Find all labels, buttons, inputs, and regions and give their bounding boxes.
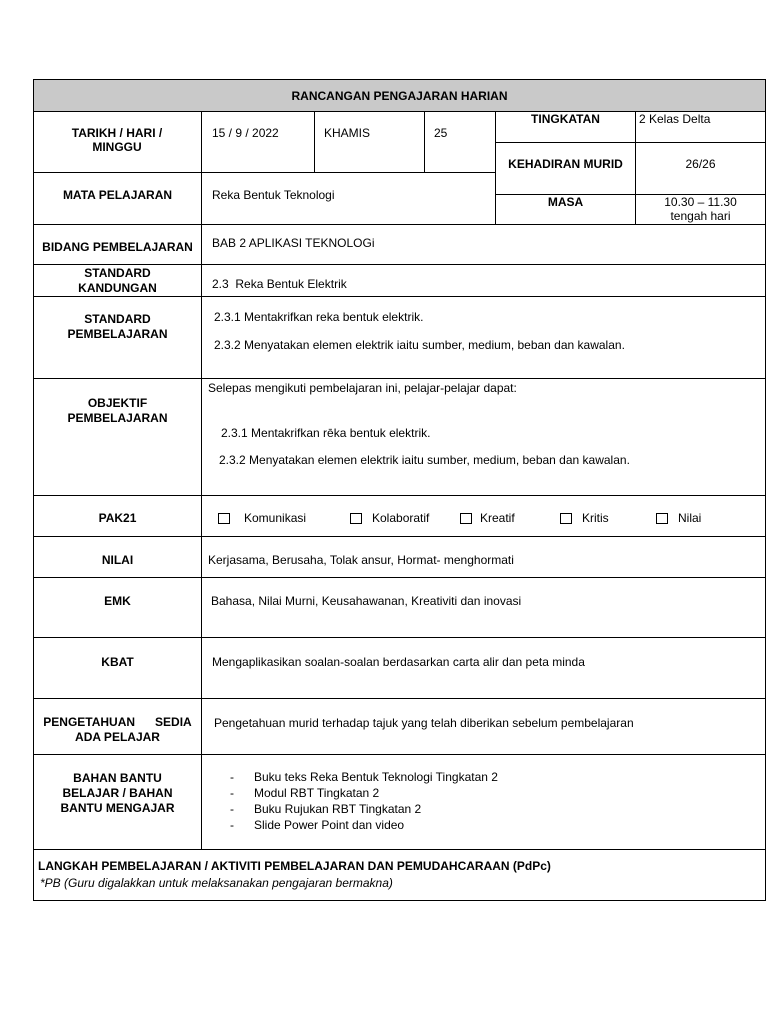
kehadiran-label: KEHADIRAN MURID	[508, 157, 623, 171]
pak21-option-label: Komunikasi	[244, 511, 307, 525]
emk-label-cell	[33, 577, 202, 638]
nilai-label: NILAI	[101, 553, 134, 567]
pak21-option-label: Nilai	[678, 511, 702, 525]
day-value: KHAMIS	[324, 126, 371, 140]
nilai-value: Kerjasama, Berusaha, Tolak ansur, Hormat- menghormati	[208, 553, 514, 567]
pak21-option-kreatif[interactable]	[460, 511, 515, 525]
tingkatan-value: 2 Kelas Delta	[639, 112, 711, 126]
objektif-label-line1: OBJEKTIF	[87, 396, 148, 410]
mata-pelajaran-label: MATA PELAJARAN	[62, 188, 173, 202]
document-title: RANCANGAN PENGAJARAN HARIAN	[291, 89, 508, 103]
nilai-value-cell	[201, 536, 766, 578]
mata-pelajaran-label-cell	[33, 172, 202, 225]
checkbox-icon[interactable]	[218, 513, 230, 524]
checkbox-icon[interactable]	[560, 513, 572, 524]
pengetahuan-label-cell	[33, 698, 202, 755]
standard-pembelajaran-label-cell	[33, 296, 202, 379]
tarikh-label: TARIKH / HARI / MINGGU	[71, 126, 163, 154]
standard-kandungan-label-line1: STANDARD	[84, 266, 151, 280]
date-value: 15 / 9 / 2022	[212, 126, 279, 140]
standard-kandungan-value: 2.3 Reka Bentuk Elektrik	[212, 277, 347, 291]
bahan-value-cell	[201, 754, 766, 850]
day-cell	[314, 111, 425, 173]
objektif-label-cell	[33, 378, 202, 496]
bahan-label-line3: BANTU MENGAJAR	[60, 801, 175, 815]
kehadiran-value-cell	[635, 142, 766, 195]
emk-value-cell	[201, 577, 766, 638]
kehadiran-label-cell	[495, 142, 636, 195]
pengetahuan-value: Pengetahuan murid terhadap tajuk yang telah diberikan sebelum pembelajaran	[214, 716, 634, 730]
standard-pembelajaran-item1: 2.3.1 Mentakrifkan reka bentuk elektrik.	[214, 310, 424, 324]
bidang-value-cell	[201, 224, 766, 265]
standard-pembelajaran-value-cell	[201, 296, 766, 379]
pak21-option-komunikasi[interactable]	[218, 511, 306, 525]
checkbox-icon[interactable]	[350, 513, 362, 524]
bahan-label-cell	[33, 754, 202, 850]
mata-pelajaran-value: Reka Bentuk Teknologi	[212, 188, 335, 202]
pak21-label: PAK21	[98, 511, 137, 525]
list-item: - Modul RBT Tingkatan 2	[230, 785, 498, 801]
standard-kandungan-label-line2: KANDUNGAN	[78, 281, 157, 295]
emk-value: Bahasa, Nilai Murni, Keusahawanan, Kreativiti dan inovasi	[211, 594, 522, 608]
langkah-cell	[33, 849, 766, 901]
standard-pembelajaran-label-line1: STANDARD	[84, 312, 151, 326]
kbat-label: KBAT	[101, 655, 134, 669]
pengetahuan-value-cell	[201, 698, 766, 755]
pak21-option-kolaboratif[interactable]	[350, 511, 429, 525]
tingkatan-value-cell	[635, 111, 766, 143]
pak21-option-kritis[interactable]	[560, 511, 609, 525]
list-item: - Slide Power Point dan video	[230, 817, 498, 833]
kbat-label-cell	[33, 637, 202, 699]
kbat-value-cell	[201, 637, 766, 699]
masa-value-line2: tengah hari	[670, 209, 731, 223]
kehadiran-value: 26/26	[685, 157, 716, 171]
tingkatan-label-cell	[495, 111, 636, 143]
bidang-label: BIDANG PEMBELAJARAN	[42, 240, 193, 254]
masa-value-cell	[635, 194, 766, 225]
standard-kandungan-value-cell	[201, 264, 766, 297]
title-bar	[33, 79, 766, 112]
list-item: - Buku Rujukan RBT Tingkatan 2	[230, 801, 498, 817]
bahan-label-line2: BELAJAR / BAHAN	[62, 786, 173, 800]
objektif-label-line2: PEMBELAJARAN	[67, 411, 168, 425]
langkah-title: LANGKAH PEMBELAJARAN / AKTIVITI PEMBELAJARAN DAN PEMUDAHCARAAN (PdPc)	[38, 859, 551, 873]
langkah-note: *PB (Guru digalakkan untuk melaksanakan pengajaran bermakna)	[40, 876, 393, 890]
tingkatan-label: TINGKATAN	[531, 112, 600, 126]
kbat-value: Mengaplikasikan soalan-soalan berdasarkan carta alir dan peta minda	[212, 655, 585, 669]
checkbox-icon[interactable]	[460, 513, 472, 524]
masa-label: MASA	[547, 195, 584, 209]
standard-pembelajaran-item2: 2.3.2 Menyatakan elemen elektrik iaitu sumber, medium, beban dan kawalan.	[214, 338, 625, 352]
pengetahuan-label-line2: ADA PELAJAR	[75, 730, 160, 744]
list-item: - Buku teks Reka Bentuk Teknologi Tingkatan 2	[230, 769, 498, 785]
bahan-label-line1: BAHAN BANTU	[73, 771, 162, 785]
emk-label: EMK	[104, 594, 131, 608]
pak21-option-nilai[interactable]	[656, 511, 701, 525]
bahan-list	[230, 769, 498, 833]
objektif-intro: Selepas mengikuti pembelajaran ini, pelajar-pelajar dapat:	[208, 381, 517, 395]
mata-pelajaran-value-cell	[201, 172, 496, 225]
nilai-label-cell	[33, 536, 202, 578]
tarikh-label-cell	[33, 111, 202, 173]
objektif-value-cell	[201, 378, 766, 496]
pengetahuan-label-line1: PENGETAHUAN SEDIA	[43, 715, 192, 729]
standard-pembelajaran-label-line2: PEMBELAJARAN	[67, 327, 168, 341]
bidang-value: BAB 2 APLIKASI TEKNOLOGi	[212, 236, 375, 250]
checkbox-icon[interactable]	[656, 513, 668, 524]
week-cell	[424, 111, 496, 173]
pak21-option-label: Kolaboratif	[372, 511, 430, 525]
masa-label-cell	[495, 194, 636, 225]
date-cell	[201, 111, 315, 173]
pak21-options-cell	[201, 495, 766, 537]
objektif-item2: 2.3.2 Menyatakan elemen elektrik iaitu sumber, medium, beban dan kawalan.	[219, 453, 630, 467]
objektif-item1: 2.3.1 Mentakrifkan rēka bentuk elektrik.	[221, 426, 431, 440]
pak21-label-cell	[33, 495, 202, 537]
pak21-option-label: Kritis	[582, 511, 609, 525]
masa-value-line1: 10.30 – 11.30	[664, 195, 737, 209]
pak21-option-label: Kreatif	[480, 511, 515, 525]
week-value: 25	[434, 126, 448, 140]
standard-kandungan-label-cell	[33, 264, 202, 297]
bidang-label-cell	[33, 224, 202, 265]
